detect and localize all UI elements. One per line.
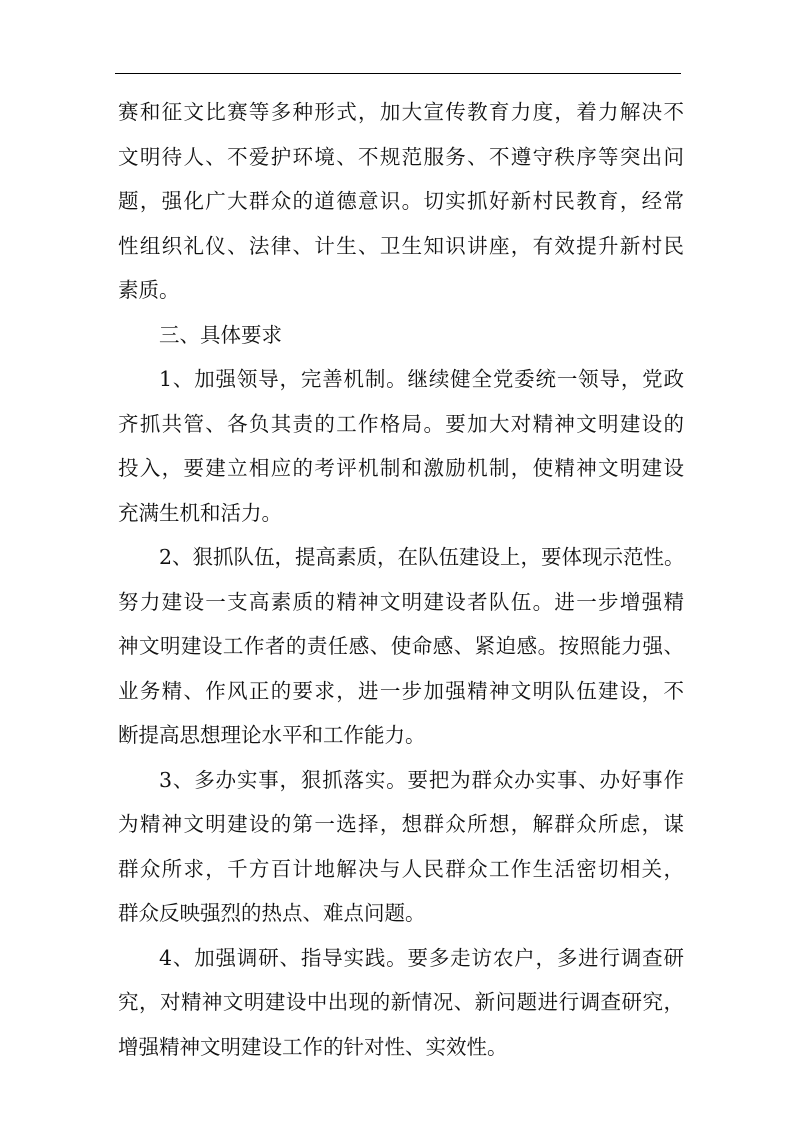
text-line: 三、具体要求 [159,322,282,347]
text-line: 素质。 [118,278,180,302]
text-line: 2、狠抓队伍，提高素质，在队伍建设上，要体现示范性。 [159,545,685,569]
paragraph [118,758,684,936]
text-line: 4、加强调研、指导实践。要多走访农户，多进行调查研 [159,945,684,970]
text-line: 增强精神文明建设工作的针对性、实效性。 [118,1034,508,1059]
text-line: 题，强化广大群众的道德意识。切实抓好新村民教育，经常 [118,189,684,213]
text-line: 努力建设一支高素质的精神文明建设者队伍。进一步增强精 [118,589,684,614]
header-rule [115,73,681,74]
text-line: 性组织礼仪、法律、计生、卫生知识讲座，有效提升新村民 [118,233,684,258]
text-line: 1、加强领导，完善机制。继续健全党委统一领导，党政 [159,367,684,391]
paragraph [118,90,684,313]
paragraph [118,936,684,1070]
text-line: 充满生机和活力。 [118,500,282,525]
text-line: 3、多办实事，狠抓落实。要把为群众办实事、办好事作 [159,767,684,792]
text-line: 群众反映强烈的热点、难点问题。 [118,901,426,925]
document-body [118,90,684,1069]
text-line: 断提高思想理论水平和工作能力。 [118,723,426,747]
text-line: 为精神文明建设的第一选择，想群众所想，解群众所虑，谋 [118,812,684,836]
text-line: 业务精、作风正的要求，进一步加强精神文明队伍建设，不 [118,678,684,703]
text-line: 赛和征文比赛等多种形式，加大宣传教育力度，着力解决不 [118,100,684,124]
text-line: 齐抓共管、各负其责的工作格局。要加大对精神文明建设的 [118,411,684,436]
text-line: 群众所求，千方百计地解决与人民群众工作生活密切相关， [118,856,684,881]
text-line: 究，对精神文明建设中出现的新情况、新问题进行调查研究， [118,990,684,1014]
paragraph [118,357,684,535]
text-line: 文明待人、不爱护环境、不规范服务、不遵守秩序等突出问 [118,144,684,169]
text-line: 投入，要建立相应的考评机制和激励机制，使精神文明建设 [118,456,684,480]
text-line: 神文明建设工作者的责任感、使命感、紧迫感。按照能力强、 [118,634,684,658]
paragraph [118,535,684,758]
paragraph [118,313,684,358]
